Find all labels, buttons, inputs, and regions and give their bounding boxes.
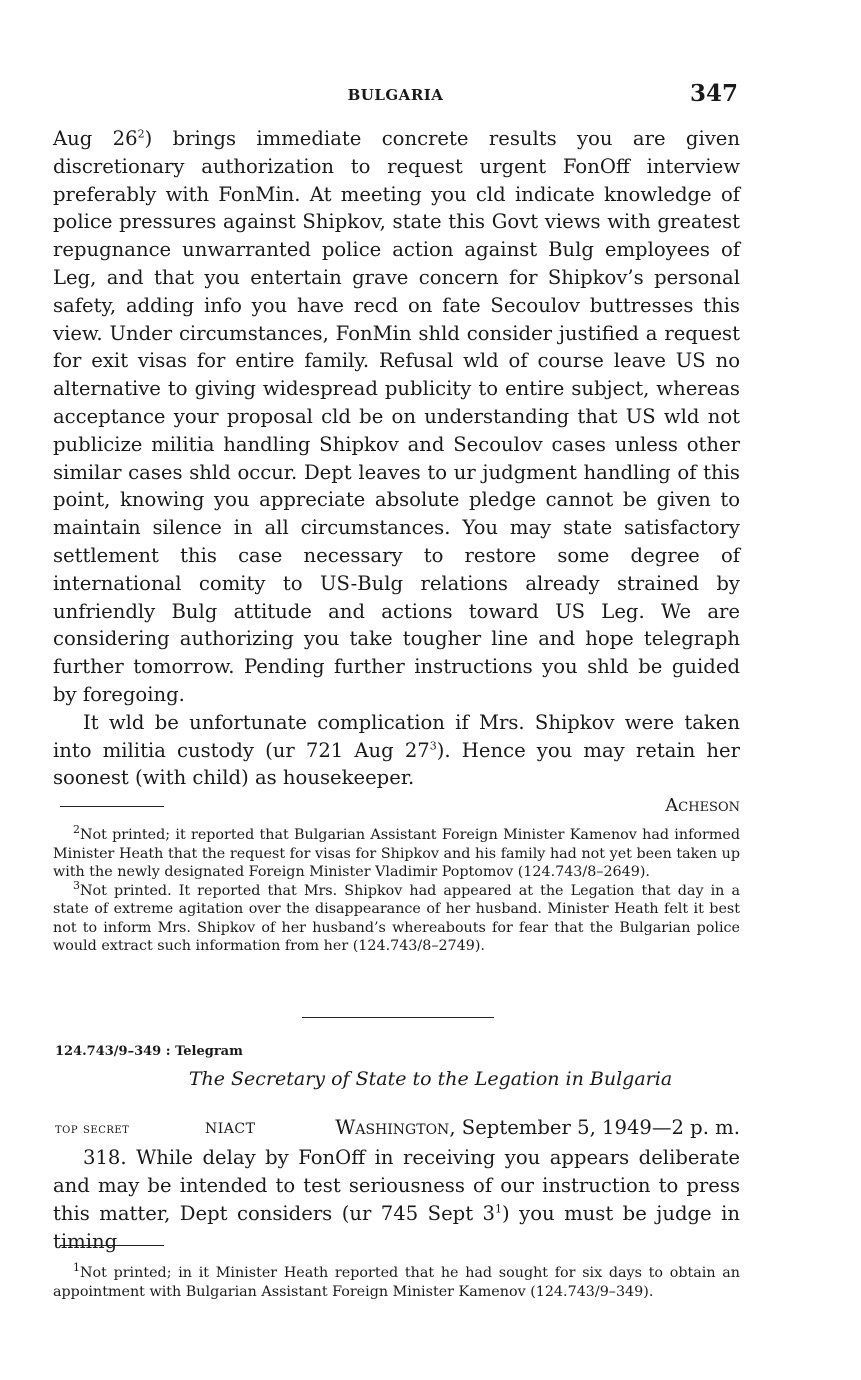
paragraph-1-rest: ) brings immediate concrete results you are given discretionary authorization to request urgent FonOff interview preferably with FonMin. At meeting you cld indicate knowledge of police pressures against Shipkov, state this Govt views with greatest repugnance unwarranted police action against Bulg employees of Leg, and that you entertain grave concern for Shipkov’s personal safety, adding info you have recd on fate Secoulov buttresses this view. Under circumstances, FonMin shld consider justified a request for exit visas for entire family. Refusal wld of course leave US no alternative to giving widespread publicity to entire subject, whereas acceptance your proposal cld be on understanding that US wld not publicize militia handling Shipkov and Secoulov cases unless other similar cases shld occur. Dept leaves to ur judgment handling of this point, knowing you appreciate absolute pledge cannot be given to maintain silence in all circumstances. You may state satisfactory settlement this case necessary to restore some degree of international comity to US-Bulg relations already strained by unfriendly Bulg attitude and actions toward US Leg. We are considering authorizing you take tougher line and hope telegraph further tomorrow. Pending further instructions you shld be guided by foregoing. [53, 127, 740, 706]
footnote-text: Not printed. It reported that Mrs. Shipkov had appeared at the Legation that day in a state of extreme agitation over the disappearance of her husband. Minister Heath felt it best not to inform Mrs. Shipkov of her husband’s whereabouts for fear that the Bulgarian police would extract such information from her (124.743/8–2749). [53, 882, 740, 954]
classification: top secret [55, 1121, 130, 1137]
footnote-mark: 1 [73, 1261, 80, 1275]
footnote-ref-2: 2 [137, 127, 145, 141]
footnote-3 [53, 878, 740, 956]
main-text [53, 125, 740, 820]
place-date [335, 1116, 740, 1139]
footnote-ref-3: 3 [429, 739, 437, 752]
dateline [55, 1116, 740, 1144]
date: , September 5, 1949—2 p. m. [449, 1116, 740, 1139]
footnote-mark: 2 [73, 823, 80, 837]
telegram-start: 318. While delay by FonOff in receiving you appears deliberate and may be intended to test seriousness of our instruction to press this matter, Dept considers (ur 745 Sept 3 [53, 1146, 740, 1225]
running-header [53, 80, 738, 110]
footnotes-bottom [53, 1261, 740, 1301]
signature: Acheson [665, 795, 740, 817]
footnote-text: Not printed; in it Minister Heath reported that he had sought for six days to obtain an appointment with Bulgarian Assistant Foreign Minister Kamenov (124.743/9–349). [53, 1265, 740, 1300]
precedence: NIACT [205, 1121, 256, 1137]
document-title: The Secretary of State to the Legation in Bulgaria [188, 1068, 673, 1090]
footnote-text: Not printed; it reported that Bulgarian Assistant Foreign Minister Kamenov had informed Minister Heath that the request for visas for Shipkov and his family had not yet been taken up with the newly designated Foreign Minister Vladimir Poptomov (124.743/8–2649). [53, 827, 740, 880]
footnote-divider [60, 806, 164, 807]
paragraph-2 [53, 709, 740, 792]
telegram-body [53, 1144, 740, 1256]
footnotes-top [53, 823, 740, 956]
paragraph-1-start: Aug 26 [53, 127, 138, 150]
footnote-1 [53, 1261, 740, 1301]
city: Washington [335, 1116, 450, 1139]
footnote-divider-bottom [60, 1245, 164, 1246]
footnote-2 [53, 823, 740, 882]
telegram-end: ) you must be judge in timing [53, 1202, 740, 1253]
telegram-paragraph [53, 1144, 740, 1256]
paragraph-1 [53, 125, 740, 709]
paragraph-2-end: ). Hence you may retain her soonest (with child) as housekeeper. [53, 738, 740, 790]
paragraph-2-start: It wld be unfortunate complication if Mrs. Shipkov were taken into militia custody (ur 721 Aug 27 [53, 710, 740, 762]
page-number: 347 [689, 80, 738, 107]
footnote-mark: 3 [73, 878, 80, 892]
running-title: BULGARIA [347, 86, 444, 104]
file-id: 124.743/9–349 : Telegram [55, 1044, 243, 1059]
footnote-ref-1: 1 [495, 1202, 503, 1216]
section-divider [302, 1017, 494, 1018]
